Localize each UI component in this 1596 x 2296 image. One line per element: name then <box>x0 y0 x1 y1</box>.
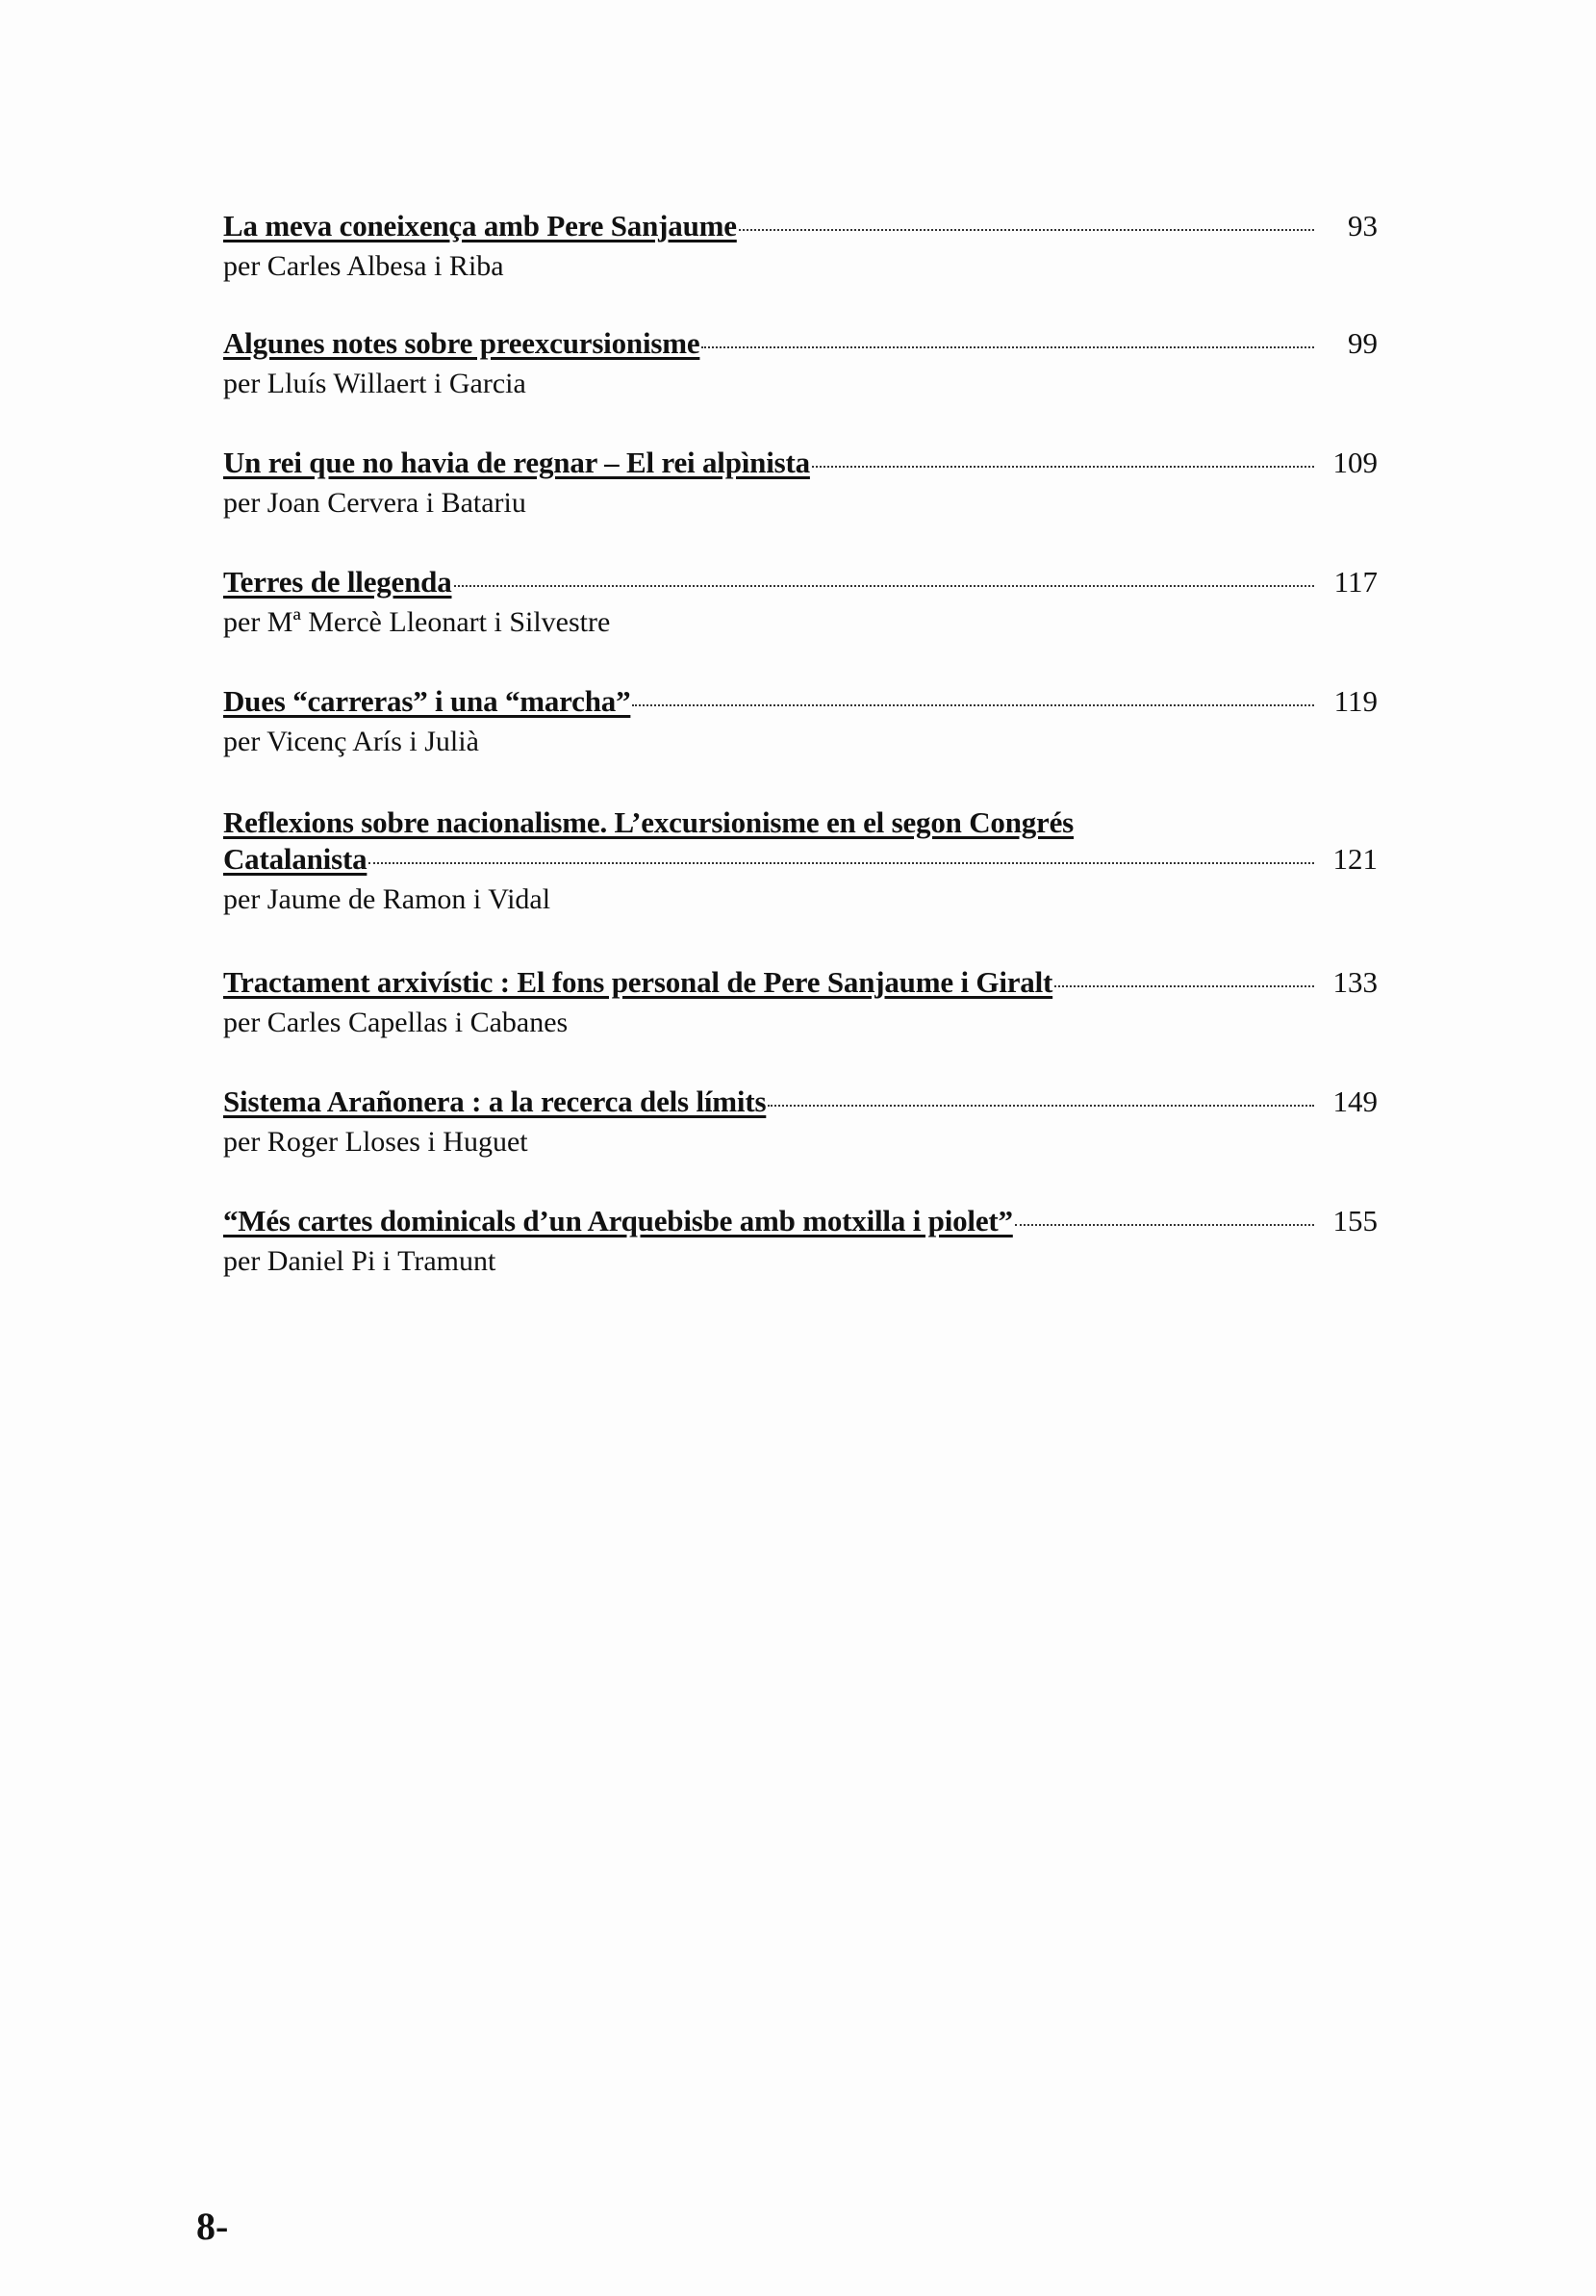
toc-page-number: 93 <box>1348 209 1378 242</box>
toc-title-link[interactable]: Un rei que no havia de regnar – El rei alpìnista <box>223 446 810 479</box>
toc-page-number: 117 <box>1333 565 1378 599</box>
toc-title-link[interactable]: Sistema Arañonera : a la recerca dels límits <box>223 1084 767 1118</box>
dot-leader <box>454 585 1315 587</box>
toc-title-link[interactable]: Catalanista <box>223 842 367 876</box>
toc-author: per Roger Lloses i Huguet <box>223 1126 528 1158</box>
toc-title-row <box>223 841 1378 878</box>
toc-entry <box>223 564 1378 641</box>
toc-title-row <box>223 1203 1378 1239</box>
toc-title-row <box>223 208 1378 244</box>
toc-title-row <box>223 564 1378 600</box>
dot-leader <box>768 1105 1314 1107</box>
toc-entry <box>223 964 1378 1041</box>
toc-title-row <box>223 445 1378 481</box>
toc-title-row <box>223 804 1378 841</box>
dot-leader <box>1054 985 1314 987</box>
toc-page-number: 119 <box>1333 684 1378 718</box>
toc-author: per Joan Cervera i Batariu <box>223 487 526 519</box>
toc-entry <box>223 683 1378 760</box>
dot-leader <box>368 862 1314 864</box>
toc-title-row <box>223 964 1378 1001</box>
toc-entry <box>223 804 1378 918</box>
toc-entry <box>223 325 1378 402</box>
toc-author: per Daniel Pi i Tramunt <box>223 1245 496 1277</box>
toc-page-number: 99 <box>1348 326 1378 360</box>
toc-author: per Carles Albesa i Riba <box>223 250 504 282</box>
toc-title-row <box>223 1084 1378 1120</box>
toc-author: per Lluís Willaert i Garcia <box>223 368 526 399</box>
toc-title-link-line1[interactable]: Reflexions sobre nacionalisme. L’excursionisme en el segon Congrés <box>223 805 1075 839</box>
toc-entry <box>223 1084 1378 1161</box>
toc-page-number: 133 <box>1332 965 1378 999</box>
toc-title-link[interactable]: Tractament arxivístic : El fons personal de Pere Sanjaume i Giralt <box>223 965 1053 999</box>
toc-author: per Carles Capellas i Cabanes <box>223 1007 569 1038</box>
toc-title-link[interactable]: Dues “carreras” i una “marcha” <box>223 684 631 718</box>
dot-leader <box>812 466 1314 468</box>
toc-entry <box>223 1203 1378 1280</box>
toc-title-link[interactable]: La meva coneixença amb Pere Sanjaume <box>223 209 737 242</box>
toc-page-number: 109 <box>1332 446 1378 479</box>
toc-entry <box>223 208 1378 285</box>
toc-title-link[interactable]: “Més cartes dominicals d’un Arquebisbe amb motxilla i piolet” <box>223 1204 1013 1237</box>
dot-leader <box>701 346 1314 348</box>
toc-author: per Vicenç Arís i Julià <box>223 726 479 757</box>
toc-page-number: 149 <box>1332 1084 1378 1118</box>
toc-author: per Mª Mercè Lleonart i Silvestre <box>223 606 611 638</box>
dot-leader <box>1015 1224 1314 1226</box>
dot-leader <box>739 229 1314 231</box>
toc-author: per Jaume de Ramon i Vidal <box>223 883 551 915</box>
toc-title-link[interactable]: Terres de llegenda <box>223 565 452 599</box>
dot-leader <box>632 704 1314 706</box>
toc-page-number: 121 <box>1332 842 1378 876</box>
toc-entry <box>223 445 1378 522</box>
toc-title-row <box>223 683 1378 720</box>
toc-page-number: 155 <box>1332 1204 1378 1237</box>
page-number-footer: 8- <box>196 2205 229 2248</box>
toc-title-link[interactable]: Algunes notes sobre preexcursionisme <box>223 326 700 360</box>
toc-title-row <box>223 325 1378 362</box>
